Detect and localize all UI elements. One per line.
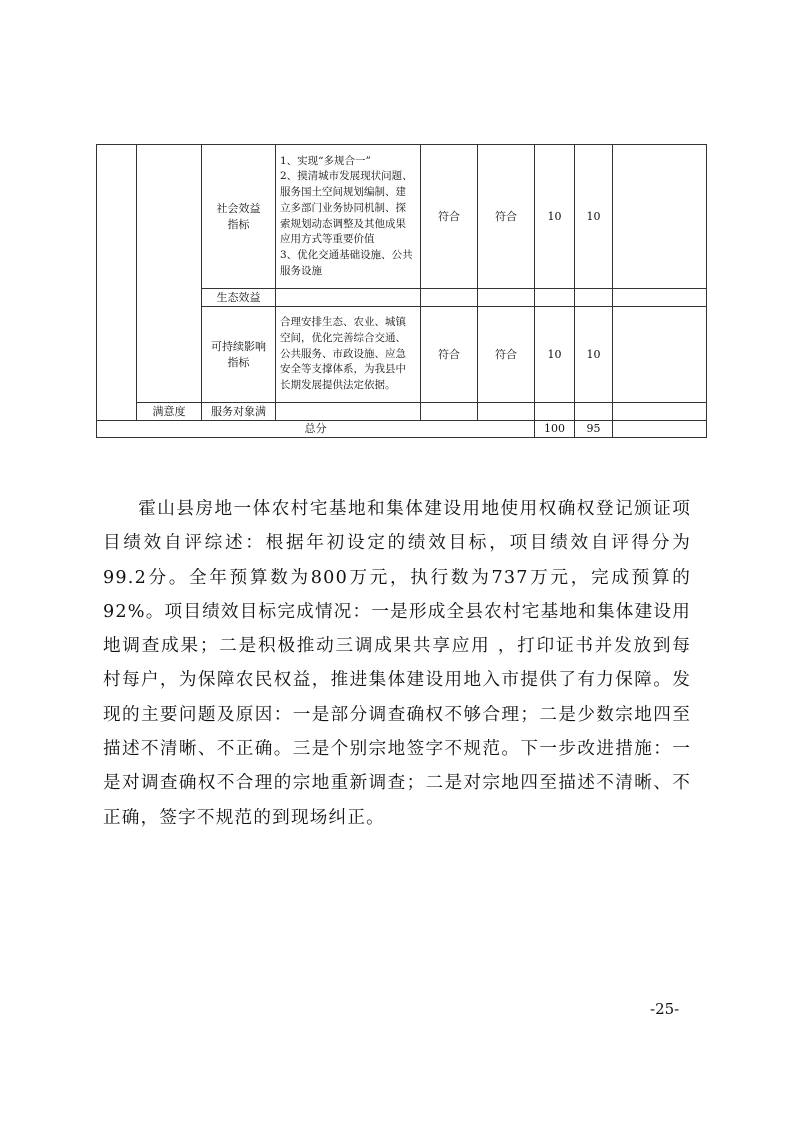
empty-cell bbox=[575, 403, 613, 421]
service-label: 服务对象满 bbox=[202, 403, 276, 421]
total-score: 95 bbox=[575, 421, 613, 438]
empty-cell bbox=[421, 403, 478, 421]
remark-cell bbox=[613, 307, 707, 403]
total-label: 总分 bbox=[97, 421, 535, 438]
empty-cell bbox=[535, 403, 575, 421]
page-number: -25- bbox=[650, 1000, 680, 1018]
actual-cell: 符合 bbox=[478, 307, 535, 403]
plan-line: 3、优化交通基础设施、公共服务设施 bbox=[280, 249, 413, 277]
total-weight: 100 bbox=[535, 421, 575, 438]
target-cell: 符合 bbox=[421, 145, 478, 289]
plan-cell bbox=[276, 289, 421, 307]
total-row bbox=[97, 421, 707, 438]
satisfaction-label: 满意度 bbox=[137, 403, 202, 421]
table-row bbox=[97, 403, 707, 421]
indicator-label: 可持续影响 指标 bbox=[202, 307, 276, 403]
actual-cell bbox=[478, 289, 535, 307]
empty-cell bbox=[478, 403, 535, 421]
remark-cell bbox=[613, 145, 707, 289]
score-cell: 10 bbox=[575, 145, 613, 289]
indicator-label: 生态效益 bbox=[202, 289, 276, 307]
actual-cell: 符合 bbox=[478, 145, 535, 289]
weight-cell: 10 bbox=[535, 145, 575, 289]
plan-cell bbox=[276, 307, 421, 403]
plan-line: 合理安排生态、农业、城镇空间，优化完善综合交通、公共服务、市政设施、应急安全等支撑体系，为我县中长期发展提供法定依据。 bbox=[280, 316, 406, 392]
plan-line: 1、实现“多规合一” bbox=[280, 154, 371, 167]
empty-cell bbox=[613, 403, 707, 421]
performance-table bbox=[96, 144, 707, 438]
table-row bbox=[97, 145, 707, 289]
remark-cell bbox=[613, 421, 707, 438]
remark-cell bbox=[613, 289, 707, 307]
plan-line: 2、摸清城市发展现状问题、服务国土空间规划编制、建立多部门业务协同机制、探索规划动态调整及其他成果应用方式等重要价值 bbox=[280, 170, 413, 246]
target-cell bbox=[421, 289, 478, 307]
level2-cell bbox=[137, 145, 202, 403]
score-cell: 10 bbox=[575, 307, 613, 403]
level1-cell bbox=[97, 145, 137, 421]
summary-paragraph: 霍山县房地一体农村宅基地和集体建设用地使用权确权登记颁证项目绩效自评综述：根据年初设定的绩效目标，项目绩效自评得分为99.2分。全年预算数为800万元，执行数为737万元，完成预算的92%。项目绩效目标完成情况：一是形成全县农村宅基地和集体建设用地调查成果；二是积极推动三调成果共享应用 ，打印证书并发放到每村每户，为保障农民权益，推进集体建设用地入市提供了有力保障。发现的主要问题及原因：一是部分调查确权不够合理；二是少数宗地四至描述不清晰、不正确。三是个别宗地签字不规范。下一步改进措施：一是对调查确权不合理的宗地重新调查；二是对宗地四至描述不清晰、不正确，签字不规范的到现场纠正。 bbox=[103, 499, 691, 828]
empty-cell bbox=[276, 403, 421, 421]
weight-cell bbox=[535, 289, 575, 307]
target-cell: 符合 bbox=[421, 307, 478, 403]
indicator-label: 社会效益 指标 bbox=[202, 145, 276, 289]
plan-cell bbox=[276, 145, 421, 289]
score-cell bbox=[575, 289, 613, 307]
weight-cell: 10 bbox=[535, 307, 575, 403]
